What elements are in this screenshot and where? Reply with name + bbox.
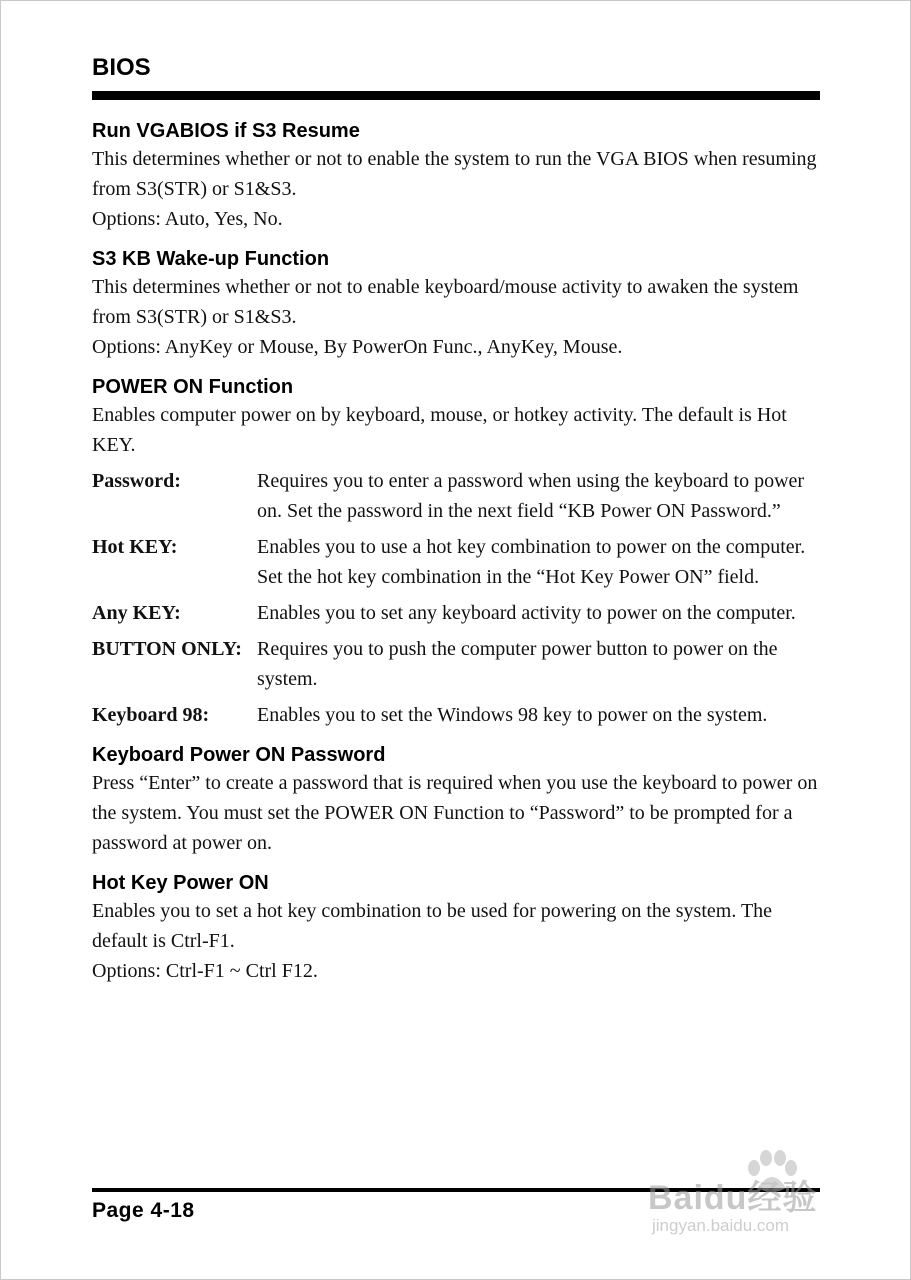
section-title: Keyboard Power ON Password [92, 744, 386, 766]
option-term: Any KEY: [92, 602, 181, 624]
option-description: Requires you to push the computer power button to power on the system. [257, 638, 778, 690]
option-term: Password: [92, 470, 181, 492]
option-term: Keyboard 98: [92, 704, 210, 726]
section-paragraph: This determines whether or not to enable the system to run the VGA BIOS when resuming from S3(STR) or S1&S3. [92, 148, 817, 200]
section-options: Options: Auto, Yes, No. [92, 208, 283, 230]
header-title: BIOS [92, 54, 151, 81]
section-paragraph: Enables computer power on by keyboard, mouse, or hotkey activity. The default is Hot KEY. [92, 404, 787, 456]
section-paragraph: Enables you to set a hot key combination to be used for powering on the system. The default is Ctrl-F1. [92, 900, 773, 952]
section-title: Run VGABIOS if S3 Resume [92, 120, 360, 142]
option-term: BUTTON ONLY: [92, 638, 242, 660]
watermark-logo: Baidu经验 [648, 1179, 818, 1217]
section-title: S3 KB Wake-up Function [92, 248, 330, 270]
option-row-password [92, 466, 822, 526]
option-description: Enables you to use a hot key combination to power on the computer. Set the hot key combination in the “Hot Key Power ON” field. [257, 536, 806, 588]
option-description: Enables you to set the Windows 98 key to power on the system. [257, 704, 768, 726]
section-keyboard-power-on-password [92, 743, 822, 858]
section-hot-key-power-on [92, 871, 822, 986]
option-row-hot-key [92, 532, 822, 592]
section-paragraph: Press “Enter” to create a password that is required when you use the keyboard to power on the system. You must set the POWER ON Function to “Password” to be prompted for a password at power on. [92, 772, 818, 854]
section-paragraph: This determines whether or not to enable keyboard/mouse activity to awaken the system from S3(STR) or S1&S3. [92, 276, 799, 328]
section-title: Hot Key Power ON [92, 872, 269, 894]
option-term: Hot KEY: [92, 536, 178, 558]
option-row-keyboard-98 [92, 700, 822, 730]
watermark-url: jingyan.baidu.com [652, 1216, 790, 1235]
header-rule [92, 91, 820, 100]
section-s3-kb-wakeup [92, 247, 822, 362]
section-power-on-function [92, 375, 822, 730]
content [92, 119, 822, 999]
page-number: Page 4-18 [92, 1199, 195, 1222]
option-row-button-only [92, 634, 822, 694]
section-options: Options: Ctrl-F1 ~ Ctrl F12. [92, 960, 318, 982]
section-options: Options: AnyKey or Mouse, By PowerOn Func., AnyKey, Mouse. [92, 336, 623, 358]
section-run-vgabios [92, 119, 822, 234]
option-row-any-key [92, 598, 822, 628]
option-description: Enables you to set any keyboard activity to power on the computer. [257, 602, 796, 624]
baidu-watermark [648, 1150, 863, 1250]
section-title: POWER ON Function [92, 376, 294, 398]
option-description: Requires you to enter a password when using the keyboard to power on. Set the password in the next field “KB Power ON Password.” [257, 470, 805, 522]
